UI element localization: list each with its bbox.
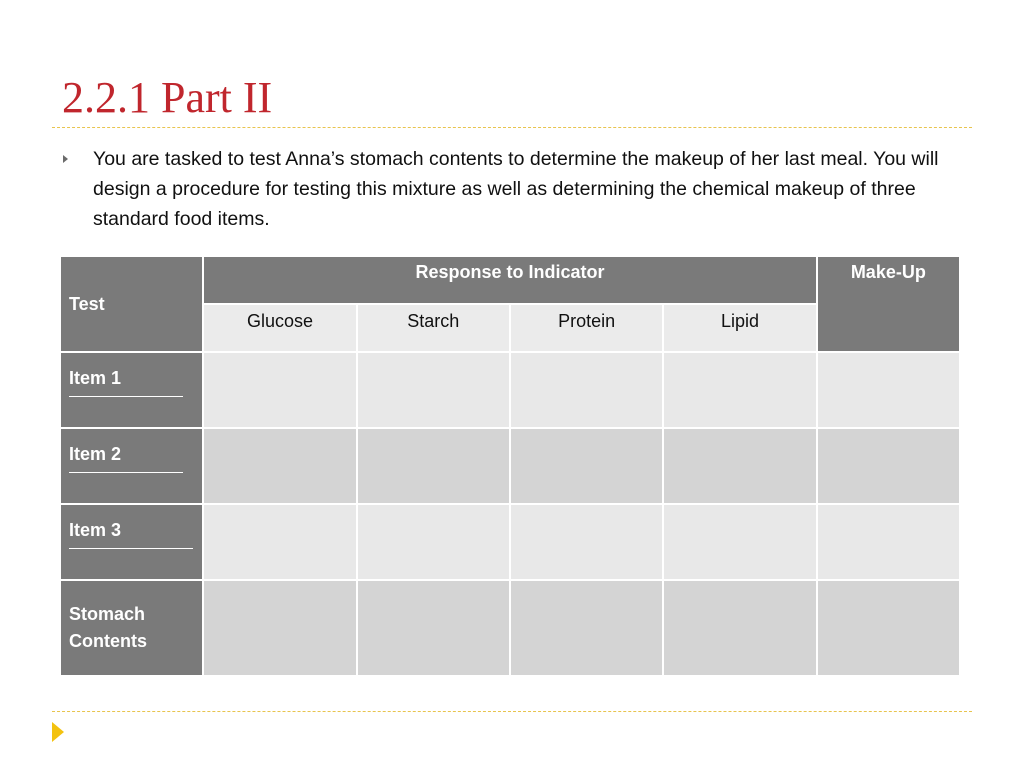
starch-cell[interactable] xyxy=(357,428,510,504)
table-row xyxy=(60,352,960,428)
row-label-stomach-contents xyxy=(60,580,203,676)
row-label-text: Contents xyxy=(69,631,147,651)
row-label-item-3 xyxy=(60,504,203,580)
blank-line xyxy=(69,472,183,473)
make-up-cell[interactable] xyxy=(817,352,960,428)
make-up-cell[interactable] xyxy=(817,580,960,676)
row-label-item-1 xyxy=(60,352,203,428)
table-header-row xyxy=(60,256,960,304)
row-label-text: Item 1 xyxy=(69,368,122,388)
starch-cell[interactable] xyxy=(357,580,510,676)
glucose-cell[interactable] xyxy=(203,580,356,676)
protein-cell[interactable] xyxy=(510,428,663,504)
starch-cell[interactable] xyxy=(357,352,510,428)
row-label-text: Stomach xyxy=(69,604,146,624)
starch-header: Starch xyxy=(357,304,510,352)
protein-cell[interactable] xyxy=(510,580,663,676)
blank-line xyxy=(69,548,193,549)
protein-cell[interactable] xyxy=(510,352,663,428)
lipid-cell[interactable] xyxy=(663,428,816,504)
glucose-cell[interactable] xyxy=(203,352,356,428)
test-column-header: Test xyxy=(60,256,203,352)
glucose-cell[interactable] xyxy=(203,504,356,580)
glucose-cell[interactable] xyxy=(203,428,356,504)
lipid-cell[interactable] xyxy=(663,504,816,580)
next-slide-arrow-icon[interactable] xyxy=(52,722,64,742)
table-row xyxy=(60,428,960,504)
glucose-header: Glucose xyxy=(203,304,356,352)
slide-title: 2.2.1 Part II xyxy=(62,73,273,122)
table-row xyxy=(60,580,960,676)
blank-line xyxy=(69,396,183,397)
row-label-item-2 xyxy=(60,428,203,504)
response-to-indicator-header: Response to Indicator xyxy=(203,256,816,304)
lipid-cell[interactable] xyxy=(663,580,816,676)
starch-cell[interactable] xyxy=(357,504,510,580)
row-label-text: Item 3 xyxy=(69,520,122,540)
triangle-bullet-icon xyxy=(63,155,68,163)
footer-divider xyxy=(52,711,972,712)
make-up-column-header: Make-Up xyxy=(817,256,960,352)
protein-cell[interactable] xyxy=(510,504,663,580)
title-divider xyxy=(52,127,972,128)
test-results-table xyxy=(59,255,961,677)
row-label-text: Item 2 xyxy=(69,444,122,464)
make-up-cell[interactable] xyxy=(817,504,960,580)
protein-header: Protein xyxy=(510,304,663,352)
lipid-header: Lipid xyxy=(663,304,816,352)
table-row xyxy=(60,504,960,580)
lipid-cell[interactable] xyxy=(663,352,816,428)
make-up-cell[interactable] xyxy=(817,428,960,504)
task-description: You are tasked to test Anna’s stomach contents to determine the makeup of her last meal. You will design a procedure for testing this mixture as well as determining the chemical makeup of three standard food items. xyxy=(93,148,939,230)
